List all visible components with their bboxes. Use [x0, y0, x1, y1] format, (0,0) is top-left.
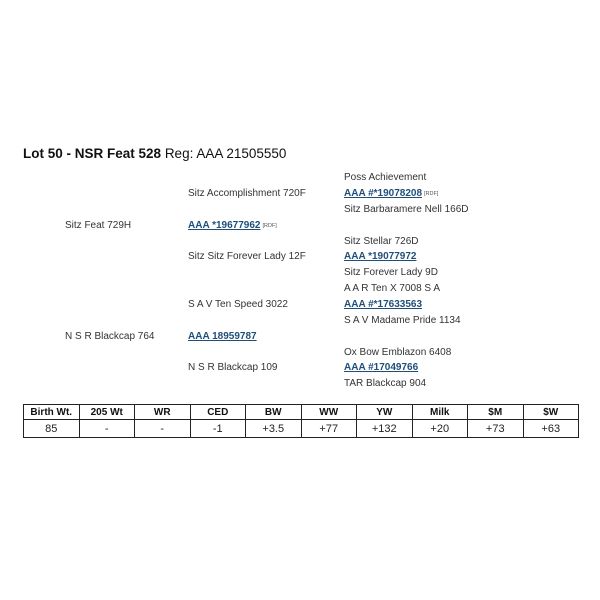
epd-value-cell: +20	[412, 420, 468, 438]
epd-header-cell: 205 Wt	[79, 405, 135, 420]
sire-reg-link[interactable]: AAA *19677962	[188, 220, 261, 231]
dam-reg-row	[188, 331, 257, 343]
epd-header-cell: Milk	[412, 405, 468, 420]
epd-value-row	[24, 420, 579, 438]
epd-value-cell: +132	[357, 420, 413, 438]
epd-header-cell: CED	[190, 405, 246, 420]
sire-sire-name: Sitz Accomplishment 720F	[188, 188, 306, 199]
epd-table	[23, 404, 579, 438]
dam-dam-name: N S R Blackcap 109	[188, 362, 278, 373]
sire-reg-row	[188, 220, 277, 232]
ds-dam-name: S A V Madame Pride 1134	[344, 315, 461, 326]
lot-label: Lot 50 - NSR Feat 528	[23, 146, 162, 161]
dam-sire-name: S A V Ten Speed 3022	[188, 299, 288, 310]
epd-value-cell: +63	[523, 420, 579, 438]
sd-sire-name: Sitz Stellar 726D	[344, 236, 419, 247]
registration-number: Reg: AAA 21505550	[164, 146, 287, 161]
epd-value-cell: -	[79, 420, 135, 438]
dam-sire-reg-row	[344, 299, 422, 311]
sire-dam-name: Sitz Sitz Forever Lady 12F	[188, 251, 306, 262]
epd-header-cell: WW	[301, 405, 357, 420]
sire-dam-reg-link[interactable]: AAA *19077972	[344, 251, 417, 262]
epd-header-cell: WR	[135, 405, 191, 420]
epd-value-cell: +73	[468, 420, 524, 438]
epd-header-cell: $W	[523, 405, 579, 420]
dd-dam-name: TAR Blackcap 904	[344, 378, 427, 389]
epd-value-cell: +77	[301, 420, 357, 438]
dam-reg-link[interactable]: AAA 18959787	[188, 331, 257, 342]
sd-dam-name: Sitz Forever Lady 9D	[344, 267, 438, 278]
dd-sire-name: Ox Bow Emblazon 6408	[344, 347, 452, 358]
epd-header-cell: Birth Wt.	[24, 405, 80, 420]
dam-dam-reg-row	[344, 362, 418, 374]
dam-sire-reg-link[interactable]: AAA #*17633563	[344, 299, 423, 310]
ss-dam-name: Sitz Barbaramere Nell 166D	[344, 204, 469, 215]
dam-dam-reg-link[interactable]: AAA #17049766	[344, 362, 419, 373]
lot-title	[23, 146, 286, 162]
ss-sire-name: Poss Achievement	[344, 172, 427, 183]
ds-sire-name: A A R Ten X 7008 S A	[344, 283, 441, 294]
sire-sire-reg-row	[344, 188, 438, 200]
epd-header-cell: YW	[357, 405, 413, 420]
epd-header-cell: $M	[468, 405, 524, 420]
epd-value-cell: -1	[190, 420, 246, 438]
sire-dam-reg-row	[344, 251, 416, 263]
sire-sire-reg-link[interactable]: AAA #*19078208	[344, 188, 423, 199]
dam-name: N S R Blackcap 764	[65, 331, 155, 342]
rdf-tag: [RDF]	[262, 223, 277, 229]
epd-value-cell: 85	[24, 420, 80, 438]
epd-header-row	[24, 405, 579, 420]
sire-name: Sitz Feat 729H	[65, 220, 132, 231]
epd-header-cell: BW	[246, 405, 302, 420]
epd-value-cell: -	[135, 420, 191, 438]
epd-value-cell: +3.5	[246, 420, 302, 438]
rdf-tag: [RDF]	[424, 191, 439, 197]
